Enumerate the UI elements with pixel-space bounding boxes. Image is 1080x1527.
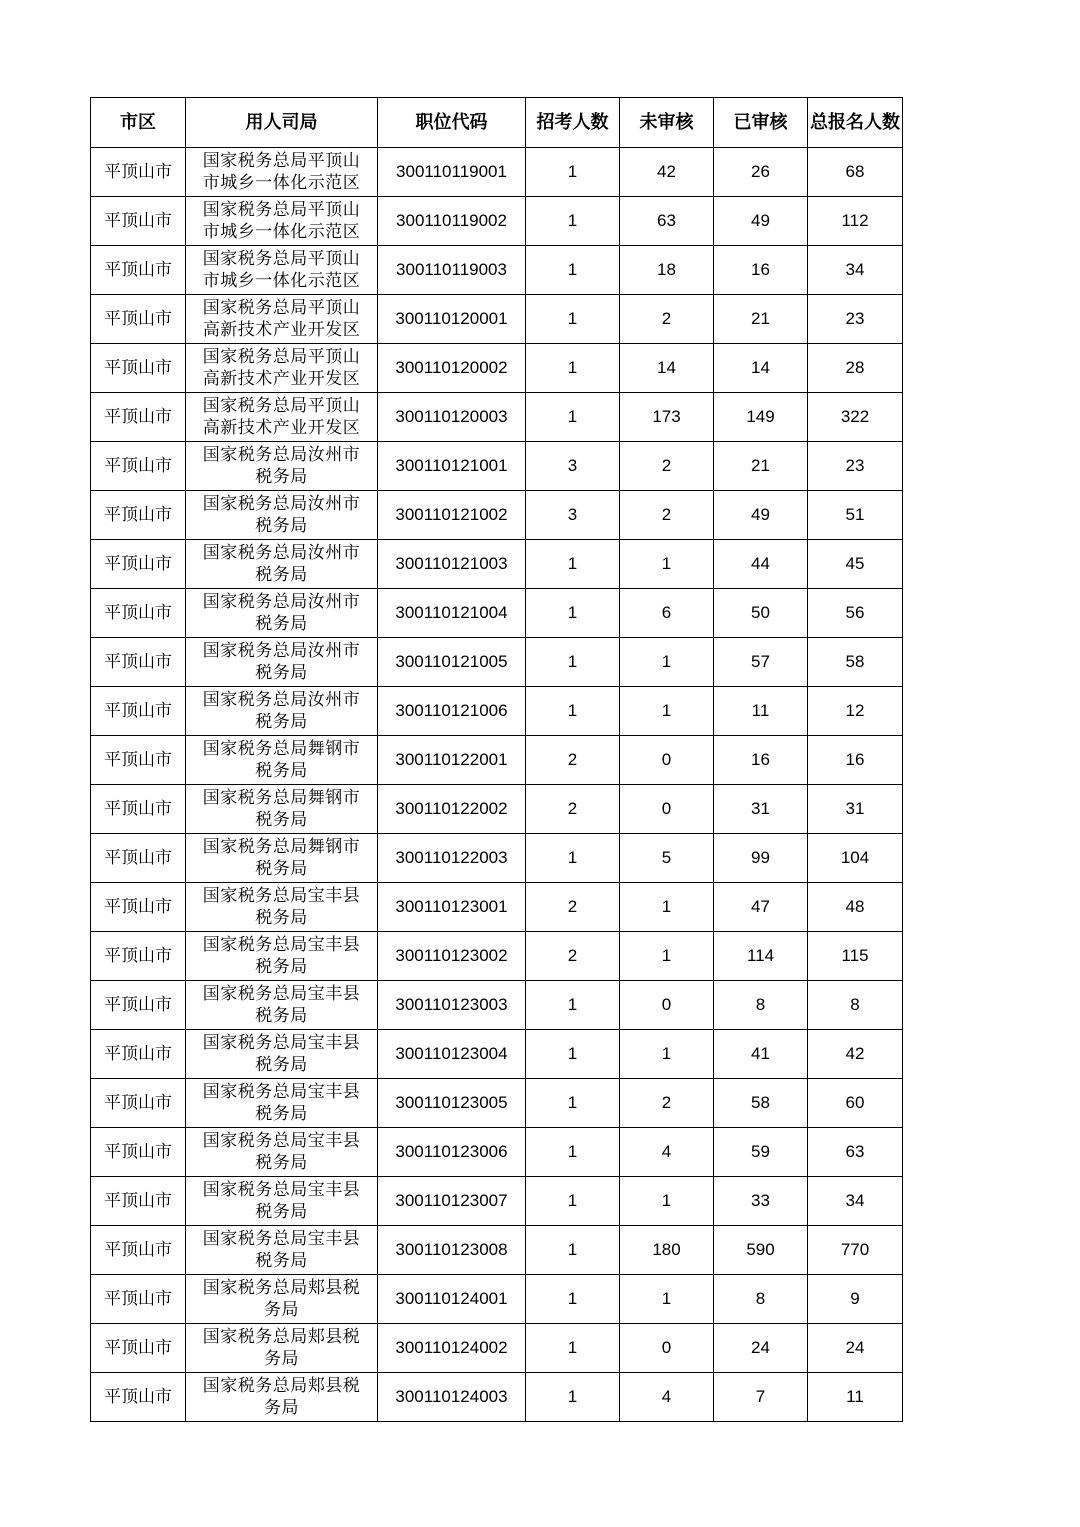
- cell-quota: 1: [526, 1275, 620, 1324]
- cell-department: [186, 981, 378, 1030]
- department-line-2: 税务局: [255, 810, 308, 830]
- cell-quota: 1: [526, 638, 620, 687]
- cell-department: [186, 1128, 378, 1177]
- cell-reviewed: 7: [714, 1373, 808, 1422]
- cell-city: 平顶山市: [91, 1275, 186, 1324]
- department-line-2: 税务局: [255, 1251, 308, 1271]
- cell-department: [186, 1079, 378, 1128]
- cell-city: 平顶山市: [91, 883, 186, 932]
- department-line-1: 国家税务总局平顶山: [202, 396, 361, 416]
- cell-department: [186, 1275, 378, 1324]
- cell-city: 平顶山市: [91, 1226, 186, 1275]
- cell-city: 平顶山市: [91, 148, 186, 197]
- department-line-1: 国家税务总局郏县税: [202, 1327, 361, 1347]
- department-line-2: 市城乡一体化示范区: [202, 271, 361, 291]
- cell-reviewed: 114: [714, 932, 808, 981]
- table-row: [91, 295, 903, 344]
- cell-city: 平顶山市: [91, 246, 186, 295]
- cell-position-code: 300110123005: [378, 1079, 526, 1128]
- registration-table: [90, 97, 903, 1422]
- cell-position-code: 300110123008: [378, 1226, 526, 1275]
- department-line-2: 税务局: [255, 565, 308, 585]
- cell-reviewed: 49: [714, 491, 808, 540]
- cell-city: 平顶山市: [91, 1128, 186, 1177]
- cell-quota: 1: [526, 344, 620, 393]
- cell-quota: 1: [526, 981, 620, 1030]
- cell-city: 平顶山市: [91, 1079, 186, 1128]
- cell-pending: 18: [620, 246, 714, 295]
- cell-reviewed: 50: [714, 589, 808, 638]
- department-line-1: 国家税务总局舞钢市: [202, 837, 361, 857]
- cell-position-code: 300110120003: [378, 393, 526, 442]
- cell-total: 104: [808, 834, 903, 883]
- cell-position-code: 300110122002: [378, 785, 526, 834]
- cell-reviewed: 11: [714, 687, 808, 736]
- cell-pending: 2: [620, 491, 714, 540]
- department-line-2: 税务局: [255, 859, 308, 879]
- cell-city: 平顶山市: [91, 393, 186, 442]
- cell-department: [186, 638, 378, 687]
- table-row: [91, 1030, 903, 1079]
- cell-reviewed: 149: [714, 393, 808, 442]
- cell-total: 16: [808, 736, 903, 785]
- cell-city: 平顶山市: [91, 638, 186, 687]
- department-line-2: 税务局: [255, 663, 308, 683]
- cell-reviewed: 16: [714, 736, 808, 785]
- department-line-2: 高新技术产业开发区: [202, 320, 361, 340]
- cell-city: 平顶山市: [91, 197, 186, 246]
- cell-pending: 173: [620, 393, 714, 442]
- department-line-1: 国家税务总局汝州市: [202, 543, 361, 563]
- cell-city: 平顶山市: [91, 491, 186, 540]
- cell-quota: 1: [526, 1373, 620, 1422]
- cell-total: 24: [808, 1324, 903, 1373]
- cell-position-code: 300110123006: [378, 1128, 526, 1177]
- cell-department: [186, 785, 378, 834]
- cell-city: 平顶山市: [91, 932, 186, 981]
- table-row: [91, 491, 903, 540]
- cell-total: 28: [808, 344, 903, 393]
- cell-city: 平顶山市: [91, 834, 186, 883]
- cell-city: 平顶山市: [91, 1030, 186, 1079]
- department-line-2: 务局: [264, 1398, 299, 1418]
- cell-reviewed: 24: [714, 1324, 808, 1373]
- cell-quota: 1: [526, 1226, 620, 1275]
- cell-reviewed: 590: [714, 1226, 808, 1275]
- cell-position-code: 300110121006: [378, 687, 526, 736]
- cell-pending: 1: [620, 932, 714, 981]
- cell-quota: 2: [526, 785, 620, 834]
- cell-department: [186, 589, 378, 638]
- cell-department: [186, 687, 378, 736]
- cell-department: [186, 1030, 378, 1079]
- cell-department: [186, 834, 378, 883]
- cell-quota: 1: [526, 1128, 620, 1177]
- table-row: [91, 1177, 903, 1226]
- cell-department: [186, 932, 378, 981]
- department-line-1: 国家税务总局平顶山: [202, 298, 361, 318]
- cell-department: [186, 1324, 378, 1373]
- cell-total: 34: [808, 1177, 903, 1226]
- department-line-2: 税务局: [255, 1104, 308, 1124]
- cell-reviewed: 44: [714, 540, 808, 589]
- cell-reviewed: 21: [714, 442, 808, 491]
- cell-position-code: 300110119001: [378, 148, 526, 197]
- cell-pending: 42: [620, 148, 714, 197]
- cell-quota: 1: [526, 197, 620, 246]
- cell-pending: 5: [620, 834, 714, 883]
- cell-pending: 0: [620, 736, 714, 785]
- department-line-2: 务局: [264, 1300, 299, 1320]
- department-line-2: 高新技术产业开发区: [202, 369, 361, 389]
- cell-reviewed: 14: [714, 344, 808, 393]
- department-line-1: 国家税务总局郏县税: [202, 1278, 361, 1298]
- cell-reviewed: 41: [714, 1030, 808, 1079]
- table-row: [91, 932, 903, 981]
- cell-total: 322: [808, 393, 903, 442]
- department-line-2: 税务局: [255, 1202, 308, 1222]
- cell-position-code: 300110120002: [378, 344, 526, 393]
- department-line-1: 国家税务总局汝州市: [202, 690, 361, 710]
- cell-position-code: 300110122003: [378, 834, 526, 883]
- cell-pending: 2: [620, 442, 714, 491]
- cell-total: 12: [808, 687, 903, 736]
- department-line-1: 国家税务总局平顶山: [202, 200, 361, 220]
- table-row: [91, 687, 903, 736]
- cell-department: [186, 197, 378, 246]
- header-row: [91, 98, 903, 148]
- department-line-2: 税务局: [255, 614, 308, 634]
- table-row: [91, 540, 903, 589]
- cell-department: [186, 246, 378, 295]
- table-row: [91, 1373, 903, 1422]
- cell-city: 平顶山市: [91, 540, 186, 589]
- cell-total: 112: [808, 197, 903, 246]
- cell-reviewed: 16: [714, 246, 808, 295]
- table-row: [91, 344, 903, 393]
- cell-position-code: 300110121005: [378, 638, 526, 687]
- cell-city: 平顶山市: [91, 1324, 186, 1373]
- cell-department: [186, 1226, 378, 1275]
- cell-position-code: 300110124003: [378, 1373, 526, 1422]
- cell-pending: 1: [620, 687, 714, 736]
- department-line-1: 国家税务总局宝丰县: [202, 1229, 361, 1249]
- cell-city: 平顶山市: [91, 1177, 186, 1226]
- cell-reviewed: 57: [714, 638, 808, 687]
- cell-total: 56: [808, 589, 903, 638]
- cell-department: [186, 540, 378, 589]
- department-line-2: 税务局: [255, 761, 308, 781]
- cell-department: [186, 883, 378, 932]
- cell-pending: 1: [620, 1177, 714, 1226]
- cell-city: 平顶山市: [91, 1373, 186, 1422]
- department-line-2: 市城乡一体化示范区: [202, 222, 361, 242]
- department-line-1: 国家税务总局宝丰县: [202, 1131, 361, 1151]
- department-line-1: 国家税务总局郏县税: [202, 1376, 361, 1396]
- cell-city: 平顶山市: [91, 442, 186, 491]
- header-reviewed: 已审核: [714, 98, 808, 148]
- header-city: 市区: [91, 98, 186, 148]
- cell-total: 68: [808, 148, 903, 197]
- cell-pending: 6: [620, 589, 714, 638]
- cell-reviewed: 26: [714, 148, 808, 197]
- cell-department: [186, 1373, 378, 1422]
- department-line-2: 税务局: [255, 712, 308, 732]
- cell-department: [186, 393, 378, 442]
- department-line-1: 国家税务总局汝州市: [202, 445, 361, 465]
- cell-total: 31: [808, 785, 903, 834]
- header-quota: 招考人数: [526, 98, 620, 148]
- cell-quota: 3: [526, 491, 620, 540]
- cell-pending: 1: [620, 638, 714, 687]
- cell-total: 23: [808, 442, 903, 491]
- department-line-2: 税务局: [255, 1055, 308, 1075]
- department-line-1: 国家税务总局平顶山: [202, 347, 361, 367]
- department-line-2: 税务局: [255, 1006, 308, 1026]
- department-line-1: 国家税务总局汝州市: [202, 592, 361, 612]
- cell-reviewed: 21: [714, 295, 808, 344]
- cell-total: 23: [808, 295, 903, 344]
- table-row: [91, 981, 903, 1030]
- table-row: [91, 883, 903, 932]
- cell-quota: 1: [526, 687, 620, 736]
- department-line-1: 国家税务总局平顶山: [202, 249, 361, 269]
- department-line-1: 国家税务总局宝丰县: [202, 1082, 361, 1102]
- cell-city: 平顶山市: [91, 344, 186, 393]
- cell-reviewed: 31: [714, 785, 808, 834]
- cell-pending: 14: [620, 344, 714, 393]
- cell-quota: 1: [526, 148, 620, 197]
- cell-city: 平顶山市: [91, 981, 186, 1030]
- header-total: 总报名人数: [808, 98, 903, 148]
- cell-pending: 0: [620, 1324, 714, 1373]
- header-pending: 未审核: [620, 98, 714, 148]
- table-row: [91, 638, 903, 687]
- cell-city: 平顶山市: [91, 736, 186, 785]
- cell-position-code: 300110119002: [378, 197, 526, 246]
- department-line-2: 税务局: [255, 516, 308, 536]
- cell-pending: 1: [620, 540, 714, 589]
- cell-department: [186, 344, 378, 393]
- department-line-1: 国家税务总局舞钢市: [202, 739, 361, 759]
- cell-pending: 1: [620, 1030, 714, 1079]
- table-row: [91, 1128, 903, 1177]
- department-line-2: 务局: [264, 1349, 299, 1369]
- cell-total: 60: [808, 1079, 903, 1128]
- department-line-1: 国家税务总局宝丰县: [202, 886, 361, 906]
- table-row: [91, 589, 903, 638]
- cell-quota: 1: [526, 834, 620, 883]
- table-row: [91, 148, 903, 197]
- cell-position-code: 300110124002: [378, 1324, 526, 1373]
- cell-total: 58: [808, 638, 903, 687]
- table-row: [91, 442, 903, 491]
- cell-pending: 63: [620, 197, 714, 246]
- cell-total: 770: [808, 1226, 903, 1275]
- cell-pending: 4: [620, 1373, 714, 1422]
- cell-position-code: 300110121004: [378, 589, 526, 638]
- cell-city: 平顶山市: [91, 589, 186, 638]
- cell-quota: 1: [526, 1177, 620, 1226]
- cell-position-code: 300110123004: [378, 1030, 526, 1079]
- cell-quota: 1: [526, 1324, 620, 1373]
- cell-pending: 2: [620, 1079, 714, 1128]
- cell-position-code: 300110123007: [378, 1177, 526, 1226]
- cell-reviewed: 8: [714, 981, 808, 1030]
- department-line-2: 税务局: [255, 957, 308, 977]
- cell-quota: 1: [526, 393, 620, 442]
- cell-quota: 1: [526, 540, 620, 589]
- department-line-1: 国家税务总局宝丰县: [202, 1180, 361, 1200]
- cell-total: 34: [808, 246, 903, 295]
- cell-department: [186, 736, 378, 785]
- department-line-1: 国家税务总局汝州市: [202, 641, 361, 661]
- cell-city: 平顶山市: [91, 687, 186, 736]
- department-line-1: 国家税务总局宝丰县: [202, 1033, 361, 1053]
- cell-department: [186, 491, 378, 540]
- header-department: 用人司局: [186, 98, 378, 148]
- cell-reviewed: 99: [714, 834, 808, 883]
- table-row: [91, 785, 903, 834]
- cell-reviewed: 8: [714, 1275, 808, 1324]
- table-row: [91, 1226, 903, 1275]
- cell-quota: 1: [526, 589, 620, 638]
- cell-quota: 1: [526, 1030, 620, 1079]
- cell-quota: 1: [526, 295, 620, 344]
- cell-pending: 4: [620, 1128, 714, 1177]
- table-row: [91, 246, 903, 295]
- department-line-2: 税务局: [255, 908, 308, 928]
- cell-pending: 180: [620, 1226, 714, 1275]
- header-position-code: 职位代码: [378, 98, 526, 148]
- table-row: [91, 1275, 903, 1324]
- department-line-2: 市城乡一体化示范区: [202, 173, 361, 193]
- cell-position-code: 300110122001: [378, 736, 526, 785]
- table-row: [91, 393, 903, 442]
- cell-city: 平顶山市: [91, 785, 186, 834]
- cell-total: 8: [808, 981, 903, 1030]
- cell-total: 115: [808, 932, 903, 981]
- table-row: [91, 197, 903, 246]
- table-row: [91, 736, 903, 785]
- cell-quota: 1: [526, 1079, 620, 1128]
- department-line-1: 国家税务总局舞钢市: [202, 788, 361, 808]
- cell-position-code: 300110121003: [378, 540, 526, 589]
- cell-pending: 0: [620, 785, 714, 834]
- cell-position-code: 300110123002: [378, 932, 526, 981]
- cell-quota: 2: [526, 883, 620, 932]
- table-row: [91, 1079, 903, 1128]
- cell-total: 51: [808, 491, 903, 540]
- department-line-1: 国家税务总局宝丰县: [202, 935, 361, 955]
- cell-pending: 1: [620, 883, 714, 932]
- cell-department: [186, 148, 378, 197]
- table-row: [91, 834, 903, 883]
- cell-position-code: 300110120001: [378, 295, 526, 344]
- cell-total: 63: [808, 1128, 903, 1177]
- cell-total: 42: [808, 1030, 903, 1079]
- department-line-1: 国家税务总局平顶山: [202, 151, 361, 171]
- table-row: [91, 1324, 903, 1373]
- cell-total: 45: [808, 540, 903, 589]
- cell-reviewed: 49: [714, 197, 808, 246]
- cell-total: 48: [808, 883, 903, 932]
- table-body: [91, 148, 903, 1422]
- cell-department: [186, 295, 378, 344]
- department-line-2: 税务局: [255, 467, 308, 487]
- cell-position-code: 300110123003: [378, 981, 526, 1030]
- cell-department: [186, 1177, 378, 1226]
- cell-pending: 2: [620, 295, 714, 344]
- cell-total: 9: [808, 1275, 903, 1324]
- table-header: [91, 98, 903, 148]
- cell-position-code: 300110124001: [378, 1275, 526, 1324]
- department-line-2: 税务局: [255, 1153, 308, 1173]
- cell-position-code: 300110121001: [378, 442, 526, 491]
- cell-quota: 3: [526, 442, 620, 491]
- cell-pending: 1: [620, 1275, 714, 1324]
- cell-department: [186, 442, 378, 491]
- cell-quota: 1: [526, 246, 620, 295]
- department-line-1: 国家税务总局宝丰县: [202, 984, 361, 1004]
- cell-position-code: 300110121002: [378, 491, 526, 540]
- cell-pending: 0: [620, 981, 714, 1030]
- cell-quota: 2: [526, 736, 620, 785]
- cell-position-code: 300110119003: [378, 246, 526, 295]
- cell-quota: 2: [526, 932, 620, 981]
- cell-total: 11: [808, 1373, 903, 1422]
- cell-position-code: 300110123001: [378, 883, 526, 932]
- department-line-2: 高新技术产业开发区: [202, 418, 361, 438]
- department-line-1: 国家税务总局汝州市: [202, 494, 361, 514]
- cell-reviewed: 59: [714, 1128, 808, 1177]
- cell-city: 平顶山市: [91, 295, 186, 344]
- cell-reviewed: 58: [714, 1079, 808, 1128]
- cell-reviewed: 47: [714, 883, 808, 932]
- cell-reviewed: 33: [714, 1177, 808, 1226]
